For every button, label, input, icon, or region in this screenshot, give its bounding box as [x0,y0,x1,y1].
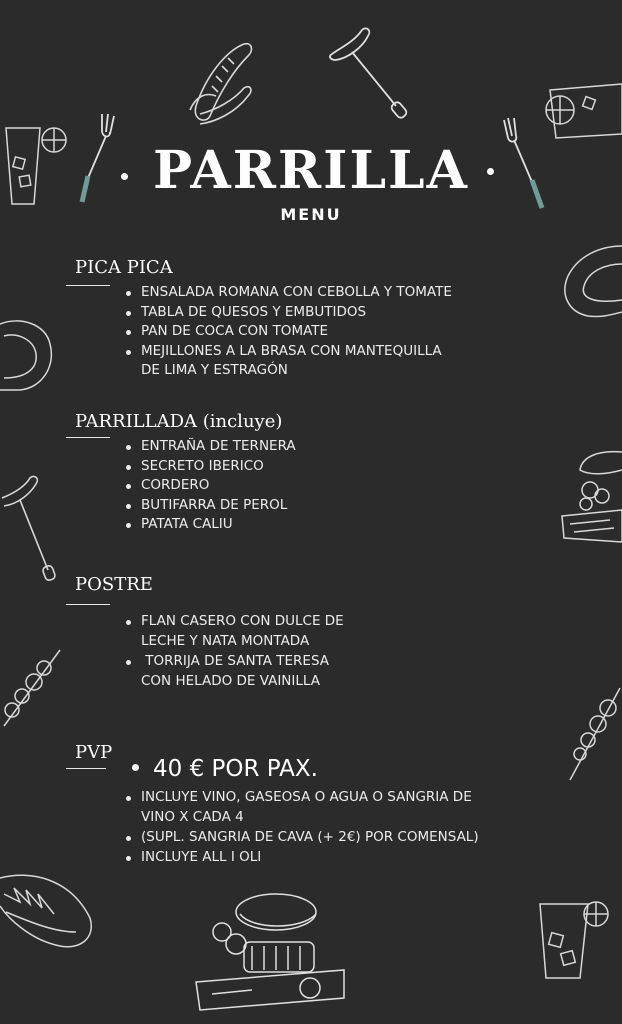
list-item: (SUPL. SANGRIA DE CAVA (+ 2€) POR COMENSAL) [122,828,479,848]
section-title-pvp: PVP [75,742,113,763]
section-divider [66,768,106,769]
list-item-continuation: LECHE Y NATA MONTADA [141,633,310,649]
section-divider [66,437,110,438]
list-item-continuation: CON HELADO DE VAINILLA [141,673,320,689]
section-title-postre: POSTRE [75,574,153,595]
list-item: MEJILLONES A LA BRASA CON MANTEQUILLA [122,342,452,362]
section-title-pica-pica: PICA PICA [75,257,173,278]
list-item: ENTRAÑA DE TERNERA [122,437,296,457]
postre-list-2 [122,652,329,672]
section-title-parrillada: PARRILLADA (incluye) [75,411,283,432]
steak-icon [0,314,58,394]
sausage-fork-icon [326,24,418,124]
list-item-continuation: VINO X CADA 4 [141,809,244,825]
list-item: CORDERO [122,476,296,496]
page-subtitle: MENU [280,205,342,224]
pvp-list-2 [122,828,479,867]
page-title: PARRILLA [153,140,469,201]
title-right-dot [487,168,494,175]
list-item: INCLUYE VINO, GASEOSA O AGUA O SANGRIA DE [122,788,472,808]
charcuterie-board-icon [560,446,622,550]
parrillada-list [122,437,296,535]
section-divider [66,285,110,286]
list-item: FLAN CASERO CON DULCE DE [122,612,344,632]
list-item: TORRIJA DE SANTA TERESA [122,652,329,672]
steak-icon [558,242,622,322]
price-bullet [132,764,139,771]
sausage-fork-icon [0,474,66,584]
list-item: PAN DE COCA CON TOMATE [122,322,452,342]
skewer-icon [0,648,64,730]
price-text: 40 € POR PAX. [153,756,318,782]
section-divider [66,604,110,605]
price-per-person [132,756,318,782]
list-item: SECRETO IBERICO [122,457,296,477]
sausage-bun-icon [186,36,258,128]
pvp-list [122,788,472,808]
postre-list [122,612,344,632]
list-item: TABLA DE QUESOS Y EMBUTIDOS [122,303,452,323]
bread-basket-icon [0,858,96,958]
list-item: ENSALADA ROMANA CON CEBOLLA Y TOMATE [122,283,452,303]
drink-glass-icon [532,894,614,982]
list-item-continuation: DE LIMA Y ESTRAGÓN [141,362,288,378]
charcuterie-board-icon [192,890,348,1014]
drink-glass-icon [540,76,622,142]
list-item: BUTIFARRA DE PEROL [122,496,296,516]
list-item: INCLUYE ALL I OLI [122,848,479,868]
pica-pica-list [122,283,452,361]
skewer-icon [562,684,622,784]
list-item: PATATA CALIU [122,515,296,535]
